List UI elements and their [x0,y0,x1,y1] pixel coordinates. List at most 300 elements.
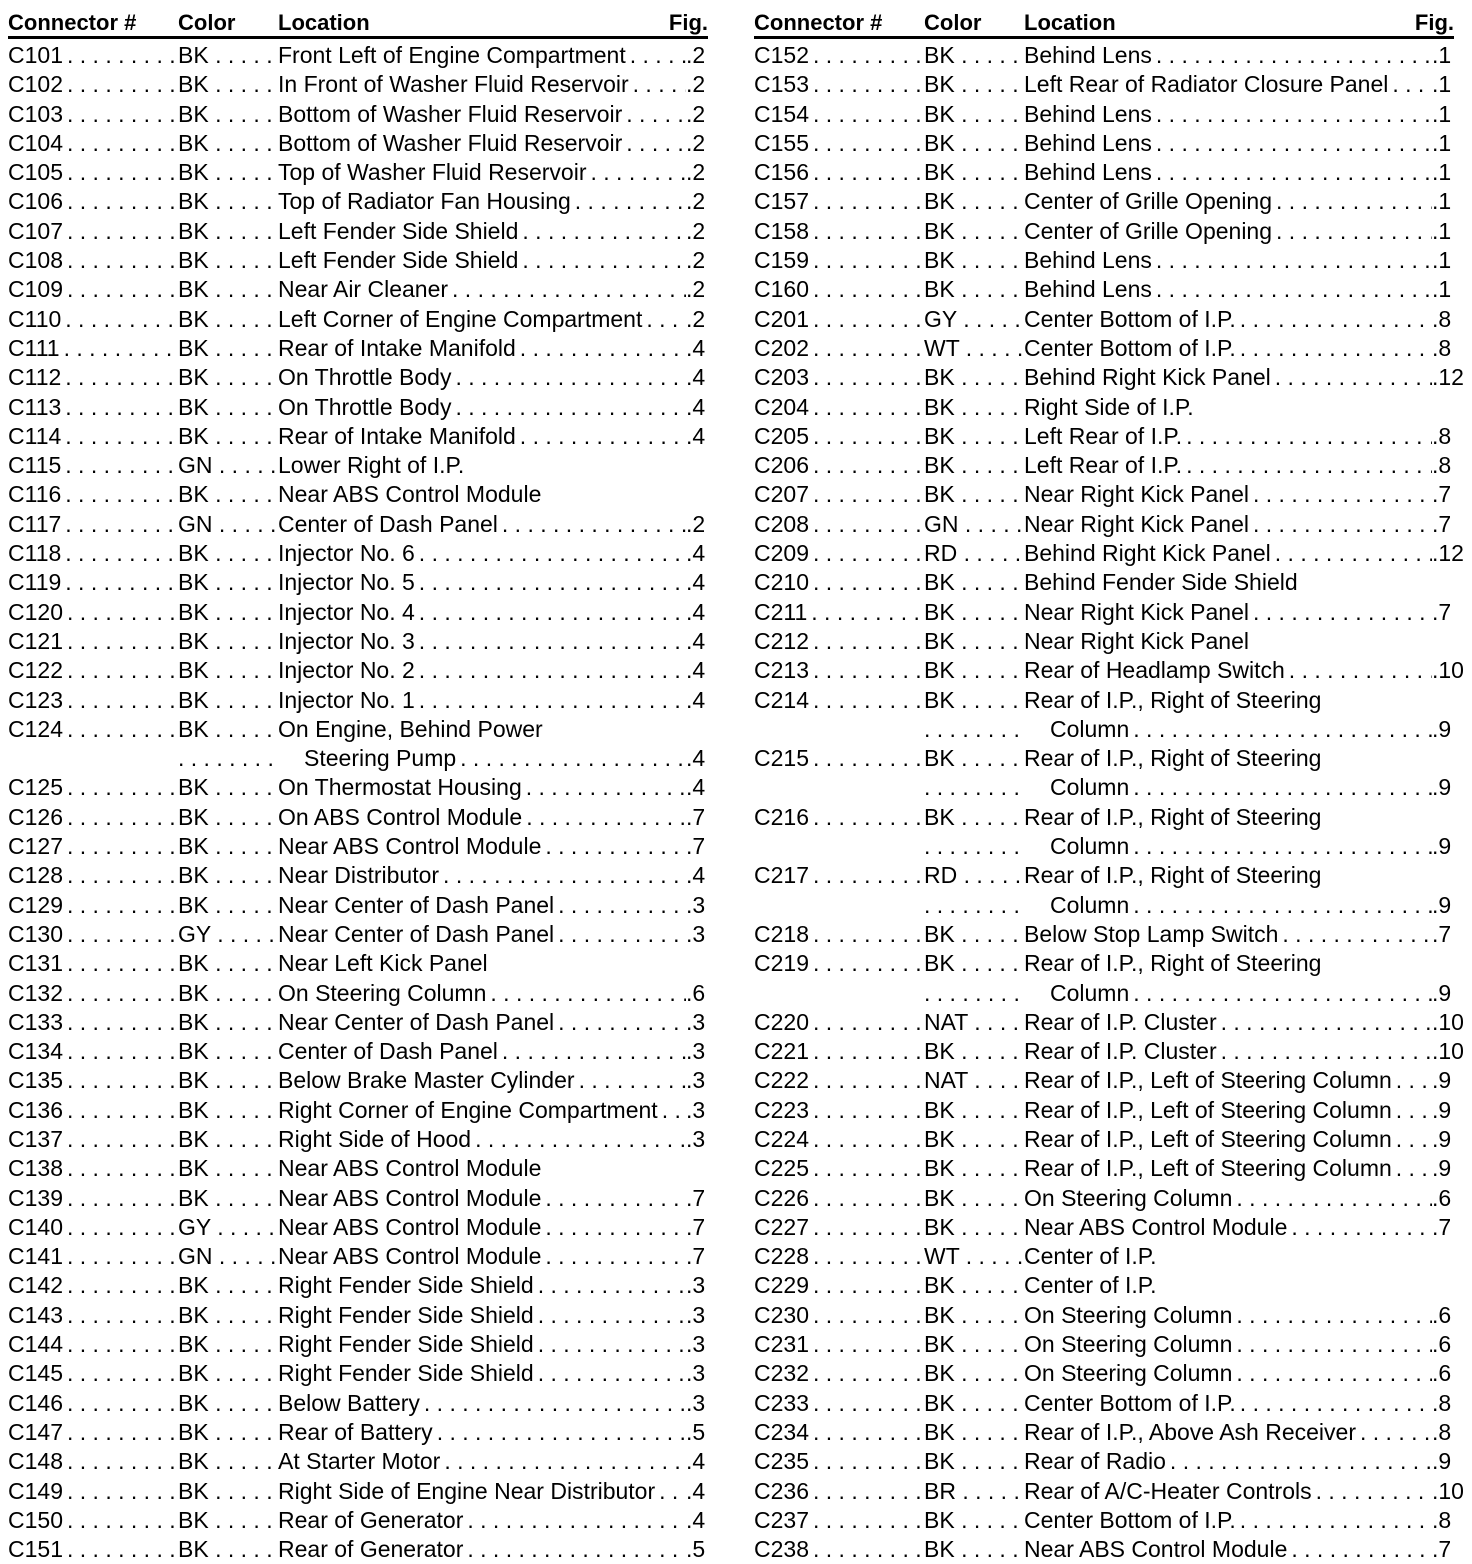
connector-cell [8,1008,178,1037]
location-cell-text: At Starter Motor [278,1448,444,1474]
fig-cell [686,715,708,744]
connector-cell-text: C144 [8,1331,67,1357]
fig-cell-text [704,950,708,976]
location-cell [278,451,686,480]
connector-cell [754,686,924,715]
table-row [8,686,708,715]
connector-cell-text: C107 [8,218,67,244]
connector-cell-text: C153 [754,71,813,97]
connector-cell [8,1301,178,1330]
color-cell [178,803,278,832]
fig-cell-text: .2 [686,306,709,332]
fig-cell [1432,773,1454,802]
fig-cell-text: .1 [1432,71,1455,97]
fig-cell-text: .3 [686,1331,709,1357]
color-cell [924,568,1024,597]
location-cell-text: Below Brake Master Cylinder [278,1067,579,1093]
fig-cell-text: .8 [1432,423,1455,449]
table-row [754,686,1454,715]
location-cell-text: On ABS Control Module [278,804,526,830]
connector-cell-text: C118 [8,540,65,566]
location-cell [1024,861,1432,890]
location-cell [1024,656,1432,685]
location-cell-text: Near Air Cleaner [278,276,452,302]
color-cell-text [924,980,1024,1006]
color-cell [924,773,1024,802]
location-cell-text: Top of Radiator Fan Housing [278,188,575,214]
color-cell [924,363,1024,392]
location-cell-text: On Engine, Behind Power [278,716,547,742]
fig-cell-text: .2 [686,218,709,244]
connector-cell [754,1389,924,1418]
color-cell-text: BK . . . [924,1331,1024,1357]
color-cell-text: BK . . . [924,247,1024,273]
connector-cell [8,686,178,715]
color-cell [178,1066,278,1095]
color-cell-text: BK . . . [178,716,278,742]
color-cell-text: BK . . . [178,1272,278,1298]
location-cell [278,568,686,597]
fig-cell [1432,1359,1454,1388]
fig-cell-text: .9 [1432,892,1455,918]
connector-cell [754,422,924,451]
fig-cell [686,451,708,480]
location-cell-text: Rear of I.P., Left of Steering Column [1024,1126,1396,1152]
fig-cell-text: .7 [686,833,709,859]
location-cell-text: Left Rear of I.P. [1024,452,1186,478]
fig-cell-text: .2 [686,188,709,214]
color-cell-text: BK . . . [924,1360,1024,1386]
color-cell-text: BK . . . [178,657,278,683]
location-cell-text: Behind Fender Side Shield [1024,569,1302,595]
fig-cell [686,979,708,1008]
location-cell [1024,451,1432,480]
table-row [8,891,708,920]
location-cell-text: On Throttle Body [278,364,455,390]
color-cell [178,334,278,363]
fig-cell-text: .9 [1432,774,1455,800]
location-cell [1024,1418,1432,1447]
fig-cell-text: .3 [686,921,709,947]
color-cell [178,158,278,187]
location-cell [1024,949,1432,978]
connector-cell [754,100,924,129]
color-cell [924,1096,1024,1125]
fig-cell [686,1330,708,1359]
fig-cell [686,334,708,363]
fig-cell [686,1535,708,1564]
fig-cell-text: .1 [1432,188,1455,214]
fig-cell-text [1450,804,1454,830]
color-cell-text: GN . . . [924,511,1024,537]
location-cell [1024,598,1432,627]
fig-cell-text: .6 [1432,1185,1455,1211]
connector-cell [754,158,924,187]
table-row [8,539,708,568]
location-cell [1024,158,1432,187]
table-row [754,275,1454,304]
location-cell [278,715,686,744]
fig-cell-text: .10 [1432,1009,1468,1035]
color-cell [924,1154,1024,1183]
fig-cell-text: .9 [1432,1126,1455,1152]
right-column [754,6,1464,1564]
connector-cell [8,393,178,422]
table-row [8,803,708,832]
connector-cell [8,334,178,363]
fig-cell [1432,70,1454,99]
color-cell [924,41,1024,70]
header-fig: Fig. [668,10,708,35]
color-cell [178,129,278,158]
table-row [754,539,1464,568]
location-cell [1024,187,1432,216]
connector-cell-text: C131 [8,950,67,976]
location-cell [1024,715,1432,744]
color-cell [178,1242,278,1271]
location-cell-text: Rear of A/C-Heater Controls [1024,1478,1316,1504]
color-cell-text: BK . . . [924,130,1024,156]
fig-cell [1432,129,1454,158]
color-cell-text: WT . . . [924,1243,1024,1269]
location-cell [278,979,686,1008]
location-cell [278,1447,686,1476]
color-cell [178,979,278,1008]
location-cell [1024,334,1432,363]
location-cell [1024,70,1432,99]
connector-cell [754,187,924,216]
table-row [754,1418,1454,1447]
location-cell-text: Behind Lens [1024,159,1156,185]
location-cell [278,1096,686,1125]
location-cell-text: Left Fender Side Shield [278,218,522,244]
color-cell [924,422,1024,451]
table-row [754,598,1454,627]
connector-cell [8,773,178,802]
connector-cell [754,1154,924,1183]
location-cell-text: Behind Lens [1024,42,1156,68]
table-row [754,1330,1454,1359]
location-cell-text: Column [1050,833,1133,859]
location-cell-text: Center Bottom of I.P. [1024,335,1240,361]
connector-cell [8,803,178,832]
table-row [754,1301,1454,1330]
table-row [8,627,708,656]
table-row [8,773,708,802]
connector-cell [8,861,178,890]
connector-cell [754,1242,924,1271]
fig-cell-text: .4 [686,1448,709,1474]
table-row [8,979,708,1008]
fig-cell [1432,656,1464,685]
location-cell-text: Rear of I.P., Left of Steering Column [1024,1097,1396,1123]
location-cell-text: Near ABS Control Module [278,481,545,507]
location-cell-text: Behind Lens [1024,247,1156,273]
connector-cell-text: C127 [8,833,67,859]
location-cell [278,510,686,539]
color-cell-text: BK . . . [178,892,278,918]
location-cell-text: Center Bottom of I.P. [1024,306,1240,332]
location-cell-text: Near Center of Dash Panel [278,921,558,947]
table-row [8,1154,708,1183]
location-cell-text: Rear of I.P., Right of Steering [1024,687,1325,713]
color-cell-text: BK . . . [178,159,278,185]
fig-cell [686,129,708,158]
fig-cell-text: .3 [686,1009,709,1035]
connector-cell-text [754,892,758,918]
connector-cell-text: C218 [754,921,813,947]
fig-cell [1432,920,1454,949]
connector-cell [8,744,178,773]
color-cell [924,949,1024,978]
fig-cell [686,187,708,216]
fig-cell [686,686,708,715]
color-cell [924,451,1024,480]
fig-cell-text: .9 [1432,1448,1455,1474]
connector-cell [754,1301,924,1330]
fig-cell-text: .4 [686,599,709,625]
table-row [754,480,1454,509]
fig-cell [1432,1096,1454,1125]
color-cell-text: BK . . . [924,599,1024,625]
fig-cell [1432,744,1454,773]
location-cell [1024,627,1432,656]
color-cell [178,598,278,627]
location-cell [278,1184,686,1213]
color-cell-text: BK . . . [178,364,278,390]
location-cell-text: Right Fender Side Shield [278,1272,538,1298]
location-cell-text: Column [1050,774,1133,800]
location-cell [1024,1506,1432,1535]
color-cell-text: BK . . . [924,394,1024,420]
location-cell-text: Injector No. 6 [278,540,419,566]
color-cell [178,949,278,978]
location-cell [1024,100,1432,129]
location-cell [1024,422,1432,451]
color-cell [924,539,1024,568]
location-cell [278,100,686,129]
fig-cell [686,1418,708,1447]
connector-cell [8,41,178,70]
color-cell-text: BK . . . [178,833,278,859]
color-cell [178,1037,278,1066]
connector-cell [8,1535,178,1564]
location-cell [1024,1184,1432,1213]
color-cell-text: BK . . . [924,569,1024,595]
color-cell-text: BK . . . [178,218,278,244]
connector-cell-text: C156 [754,159,813,185]
location-cell [1024,217,1432,246]
color-cell-text: BR . . . [924,1478,1024,1504]
color-cell-text: BK . . . [178,1067,278,1093]
connector-cell [754,305,924,334]
location-cell-text: Lower Right of I.P. [278,452,468,478]
fig-cell-text: .2 [686,247,709,273]
connector-cell-text: C236 [754,1478,813,1504]
connector-cell [754,480,924,509]
fig-cell-text: .12 [1432,540,1468,566]
table-row [8,129,708,158]
connector-cell-text: C155 [754,130,813,156]
location-cell-text: Center of Grille Opening [1024,188,1276,214]
fig-cell [1432,1506,1454,1535]
connector-cell-text: C123 [8,687,67,713]
location-cell-text: On Thermostat Housing [278,774,526,800]
location-cell [278,920,686,949]
connector-cell-text: C231 [754,1331,813,1357]
color-cell [924,158,1024,187]
fig-cell [686,744,708,773]
location-cell-text: Bottom of Washer Fluid Reservoir [278,130,626,156]
table-row [754,627,1454,656]
table-row [754,656,1464,685]
connector-cell-text: C114 [8,423,65,449]
connector-cell-text: C146 [8,1390,67,1416]
fig-cell-text: .4 [686,364,709,390]
location-cell-text: Injector No. 4 [278,599,419,625]
color-cell-text: BK . . . [178,1360,278,1386]
color-cell-text: BK . . . [178,1126,278,1152]
fig-cell [686,510,708,539]
table-row [754,451,1454,480]
connector-cell-text: C112 [8,364,65,390]
fig-cell-text: .3 [686,1097,709,1123]
fig-cell [1432,187,1454,216]
location-cell [278,480,686,509]
color-cell [178,363,278,392]
connector-cell [8,539,178,568]
color-cell-text [924,833,1024,859]
fig-cell [1432,1037,1464,1066]
color-cell [924,1037,1024,1066]
fig-cell-text: .3 [686,1126,709,1152]
fig-cell-text [1450,950,1454,976]
fig-cell [686,158,708,187]
color-cell-text: RD . . . [924,862,1024,888]
location-cell [278,1535,686,1564]
connector-cell [8,568,178,597]
connector-cell-text: C133 [8,1009,67,1035]
fig-cell-text: .8 [1432,335,1455,361]
location-cell [278,1389,686,1418]
connector-cell [754,275,924,304]
fig-cell-text: .6 [1432,1302,1455,1328]
color-cell-text: BK . . . [178,1009,278,1035]
fig-cell-text: .4 [686,540,709,566]
connector-cell [8,598,178,627]
table-row [8,861,708,890]
connector-cell [754,510,924,539]
table-row [8,246,708,275]
fig-cell [1432,1125,1454,1154]
connector-cell-text: C222 [754,1067,813,1093]
fig-cell-text: .6 [1432,1331,1455,1357]
connector-cell-text: C202 [754,335,813,361]
connector-cell-text: C224 [754,1126,813,1152]
table-row [8,480,708,509]
connector-cell [8,187,178,216]
table-row [754,1066,1454,1095]
color-cell [924,1184,1024,1213]
color-cell [178,393,278,422]
color-cell [178,1125,278,1154]
fig-cell [686,1125,708,1154]
right-rows [754,41,1464,1564]
color-cell [178,686,278,715]
connector-cell-text: C226 [754,1185,813,1211]
location-cell-text: Center Bottom of I.P. [1024,1390,1240,1416]
table-row [754,334,1454,363]
location-cell-text: Left Rear of I.P. [1024,423,1186,449]
location-cell [1024,803,1432,832]
location-cell [278,41,686,70]
table-row [754,1125,1454,1154]
fig-cell-text: .7 [686,1214,709,1240]
fig-cell [1432,510,1454,539]
color-cell-text: BK . . . [178,71,278,97]
fig-cell-text: .2 [686,101,709,127]
color-cell [924,832,1024,861]
connector-cell [754,744,924,773]
table-row [8,832,708,861]
connector-cell-text: C152 [754,42,813,68]
color-cell [924,627,1024,656]
connector-cell-text: C157 [754,188,813,214]
color-cell-text: BK . . . [178,335,278,361]
right-header-row [754,6,1454,39]
fig-cell [686,568,708,597]
location-cell-text: On Steering Column [1024,1331,1236,1357]
color-cell [924,1242,1024,1271]
connector-cell-text: C115 [8,452,65,478]
color-cell [924,1359,1024,1388]
location-cell-text: Front Left of Engine Compartment [278,42,630,68]
connector-cell [754,70,924,99]
location-cell [278,70,686,99]
color-cell-text [924,716,1024,742]
fig-cell-text: .7 [1432,599,1455,625]
connector-cell [754,1184,924,1213]
table-row [754,1535,1454,1564]
connector-cell [8,1418,178,1447]
location-cell [278,334,686,363]
fig-cell [1432,451,1454,480]
fig-cell [686,1389,708,1418]
location-cell-text: Column [1050,892,1133,918]
connector-cell [754,363,924,392]
table-row [8,744,708,773]
connector-cell [8,1447,178,1476]
fig-cell-text: .4 [686,657,709,683]
color-cell [924,1477,1024,1506]
fig-cell [686,656,708,685]
color-cell-text: BK . . . [924,745,1024,771]
fig-cell [686,217,708,246]
location-cell [1024,1066,1432,1095]
color-cell-text: GN . . . [178,452,278,478]
connector-cell [8,1154,178,1183]
table-row [754,422,1454,451]
color-cell-text: BK . . . [924,628,1024,654]
connector-cell-text: C132 [8,980,67,1006]
color-cell [178,1477,278,1506]
connector-cell-text: C138 [8,1155,67,1181]
fig-cell-text: .7 [686,804,709,830]
color-cell [178,656,278,685]
location-cell [278,627,686,656]
location-cell-text: Right Side of I.P. [1024,394,1198,420]
fig-cell-text: .10 [1432,657,1468,683]
